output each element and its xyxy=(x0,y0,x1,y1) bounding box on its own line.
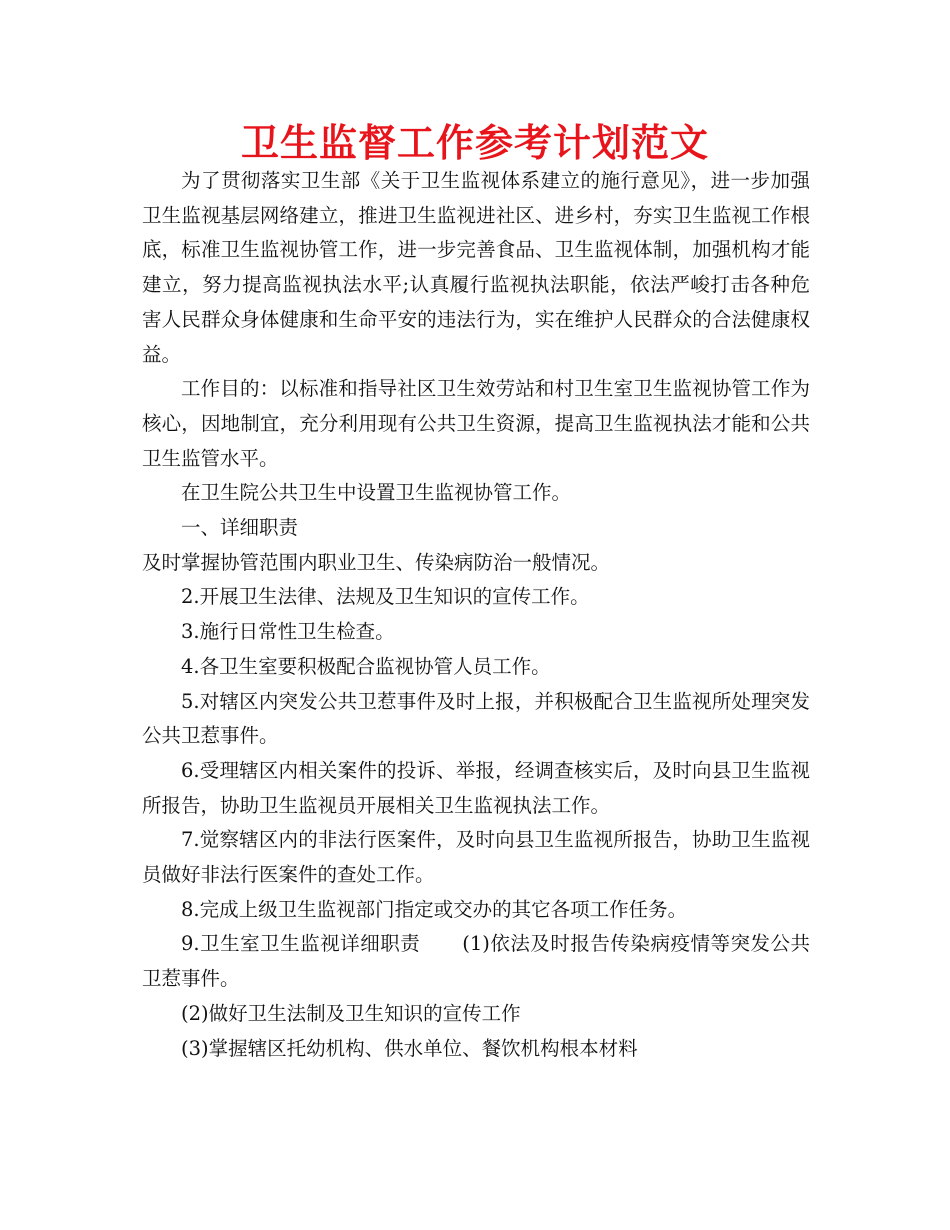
work-goal-paragraph: 工作目的：以标准和指导社区卫生效劳站和村卫生室卫生监视协管工作为核心，因地制宜，充分利用现有公共卫生资源，提高卫生监视执法才能和公共卫生监管水平。 xyxy=(142,377,810,470)
list-item-8: 8.完成上级卫生监视部门指定或交办的其它各项工作任务。 xyxy=(181,897,688,921)
intro-paragraph: 为了贯彻落实卫生部《关于卫生监视体系建立的施行意见》，进一步加强卫生监视基层网络建立，推进卫生监视进社区、进乡村，夯实卫生监视工作根底，标准卫生监视协管工作，进一步完善食品、卫生监视体制，加强机构才能建立，努力提高监视执法水平;认真履行监视执法职能，依法严峻打击各种危害人民群众身体健康和生命平安的违法行为，实在维护人民群众的合法健康权益。 xyxy=(142,169,810,366)
sub-item-3: (3)掌握辖区托幼机构、供水单位、餐饮机构根本材料 xyxy=(181,1036,638,1060)
document-title: 卫生监督工作参考计划范文 xyxy=(240,121,709,165)
list-item-9-head: 9.卫生室卫生监视详细职责 xyxy=(181,932,421,956)
list-item-3: 3.施行日常性卫生检查。 xyxy=(181,620,395,644)
list-item-6: 6.受理辖区内相关案件的投诉、举报，经调查核实后，及时向县卫生监视所报告，协助卫生监视员开展相关卫生监视执法工作。 xyxy=(142,758,810,817)
setup-paragraph: 在卫生院公共卫生中设置卫生监视协管工作。 xyxy=(181,481,572,505)
list-item-2: 2.开展卫生法律、法规及卫生知识的宣传工作。 xyxy=(181,585,590,609)
list-item-4: 4.各卫生室要积极配合监视协管人员工作。 xyxy=(181,654,551,678)
list-item-7: 7.觉察辖区内的非法行医案件，及时向县卫生监视所报告，协助卫生监视员做好非法行医案件的查处工作。 xyxy=(142,828,810,887)
sub-item-2: (2)做好卫生法制及卫生知识的宣传工作 xyxy=(181,1001,521,1025)
section-heading: 一、详细职责 xyxy=(181,516,299,540)
document-body xyxy=(142,164,810,1066)
list-item-1: 及时掌握协管范围内职业卫生、传染病防治一般情况。 xyxy=(142,550,611,574)
list-item-9 xyxy=(142,927,810,996)
list-item-5: 5.对辖区内突发公共卫惹事件及时上报，并积极配合卫生监视所处理突发公共卫惹事件。 xyxy=(142,689,810,748)
list-item-9-tail: (1)依法及时报告传染病疫情等突发公共卫惹事件。 xyxy=(142,932,811,991)
